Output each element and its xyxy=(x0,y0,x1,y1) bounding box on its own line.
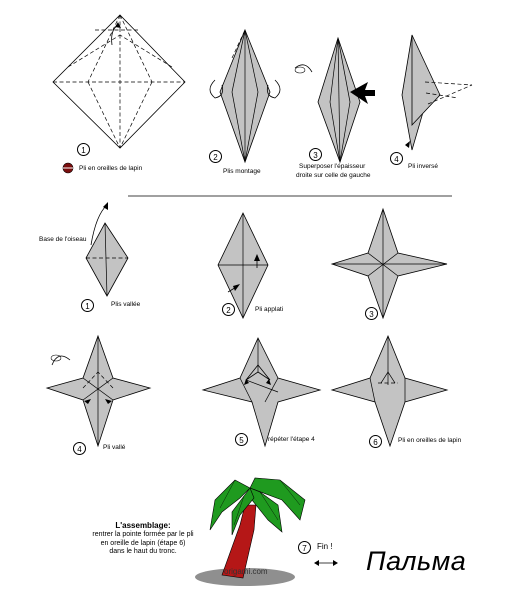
step-number: 3 xyxy=(365,307,378,320)
step-number: 1 xyxy=(81,299,94,312)
step-number: 7 xyxy=(298,541,311,554)
step-number: 4 xyxy=(73,442,86,455)
label-pli-inverse: Pli inversé xyxy=(408,163,438,170)
fin-arrows xyxy=(314,560,338,566)
label-repeter: répéter l'étape 4 xyxy=(268,436,315,443)
step-b5-figure xyxy=(203,338,320,446)
label-pli-applati: Pli applati xyxy=(255,306,284,313)
assembly-line: rentrer la pointe formée par le pli xyxy=(92,531,194,539)
step-number: 5 xyxy=(235,433,248,446)
step-number: 1 xyxy=(77,143,90,156)
step-a2-figure xyxy=(210,30,280,162)
step-number: 4 xyxy=(390,152,403,165)
step-a1-figure xyxy=(53,15,185,173)
assembly-line: dans le haut du tronc. xyxy=(109,548,177,556)
page-title: Пальма xyxy=(366,546,467,576)
step-b2-figure xyxy=(218,213,268,318)
label-pli-oreilles-2: Pli en oreilles de lapin xyxy=(398,437,462,444)
step-number: 2 xyxy=(222,303,235,316)
label-plis-montage: Plis montage xyxy=(223,168,261,175)
step-number: 2 xyxy=(209,150,222,163)
step-number: 6 xyxy=(369,435,382,448)
watermark: origami.com xyxy=(224,567,268,576)
label-superposer-1: Superposer l'épaisseur xyxy=(299,163,366,170)
assembly-note xyxy=(68,521,218,557)
label-plis-vallee: Plis vallée xyxy=(111,301,141,308)
step-b4-figure xyxy=(47,336,150,446)
assembly-line: en oreille de lapin (étape 6) xyxy=(100,539,186,547)
step-b6-figure xyxy=(332,336,447,446)
step-number: 3 xyxy=(309,148,322,161)
label-pli-oreilles: Pli en oreilles de lapin xyxy=(79,165,143,172)
step-a4-figure xyxy=(402,35,472,150)
label-base-oiseau: Base de l'oiseau xyxy=(39,236,87,243)
step-b3-figure xyxy=(332,209,447,318)
step-a3-figure xyxy=(295,38,375,162)
label-pli-valle: Pli vallé xyxy=(103,444,126,451)
assembly-title: L'assemblage: xyxy=(115,521,171,530)
label-superposer-2: droite sur celle de gauche xyxy=(296,172,371,179)
step-b1-figure xyxy=(86,202,128,296)
label-fin: Fin ! xyxy=(317,542,333,551)
